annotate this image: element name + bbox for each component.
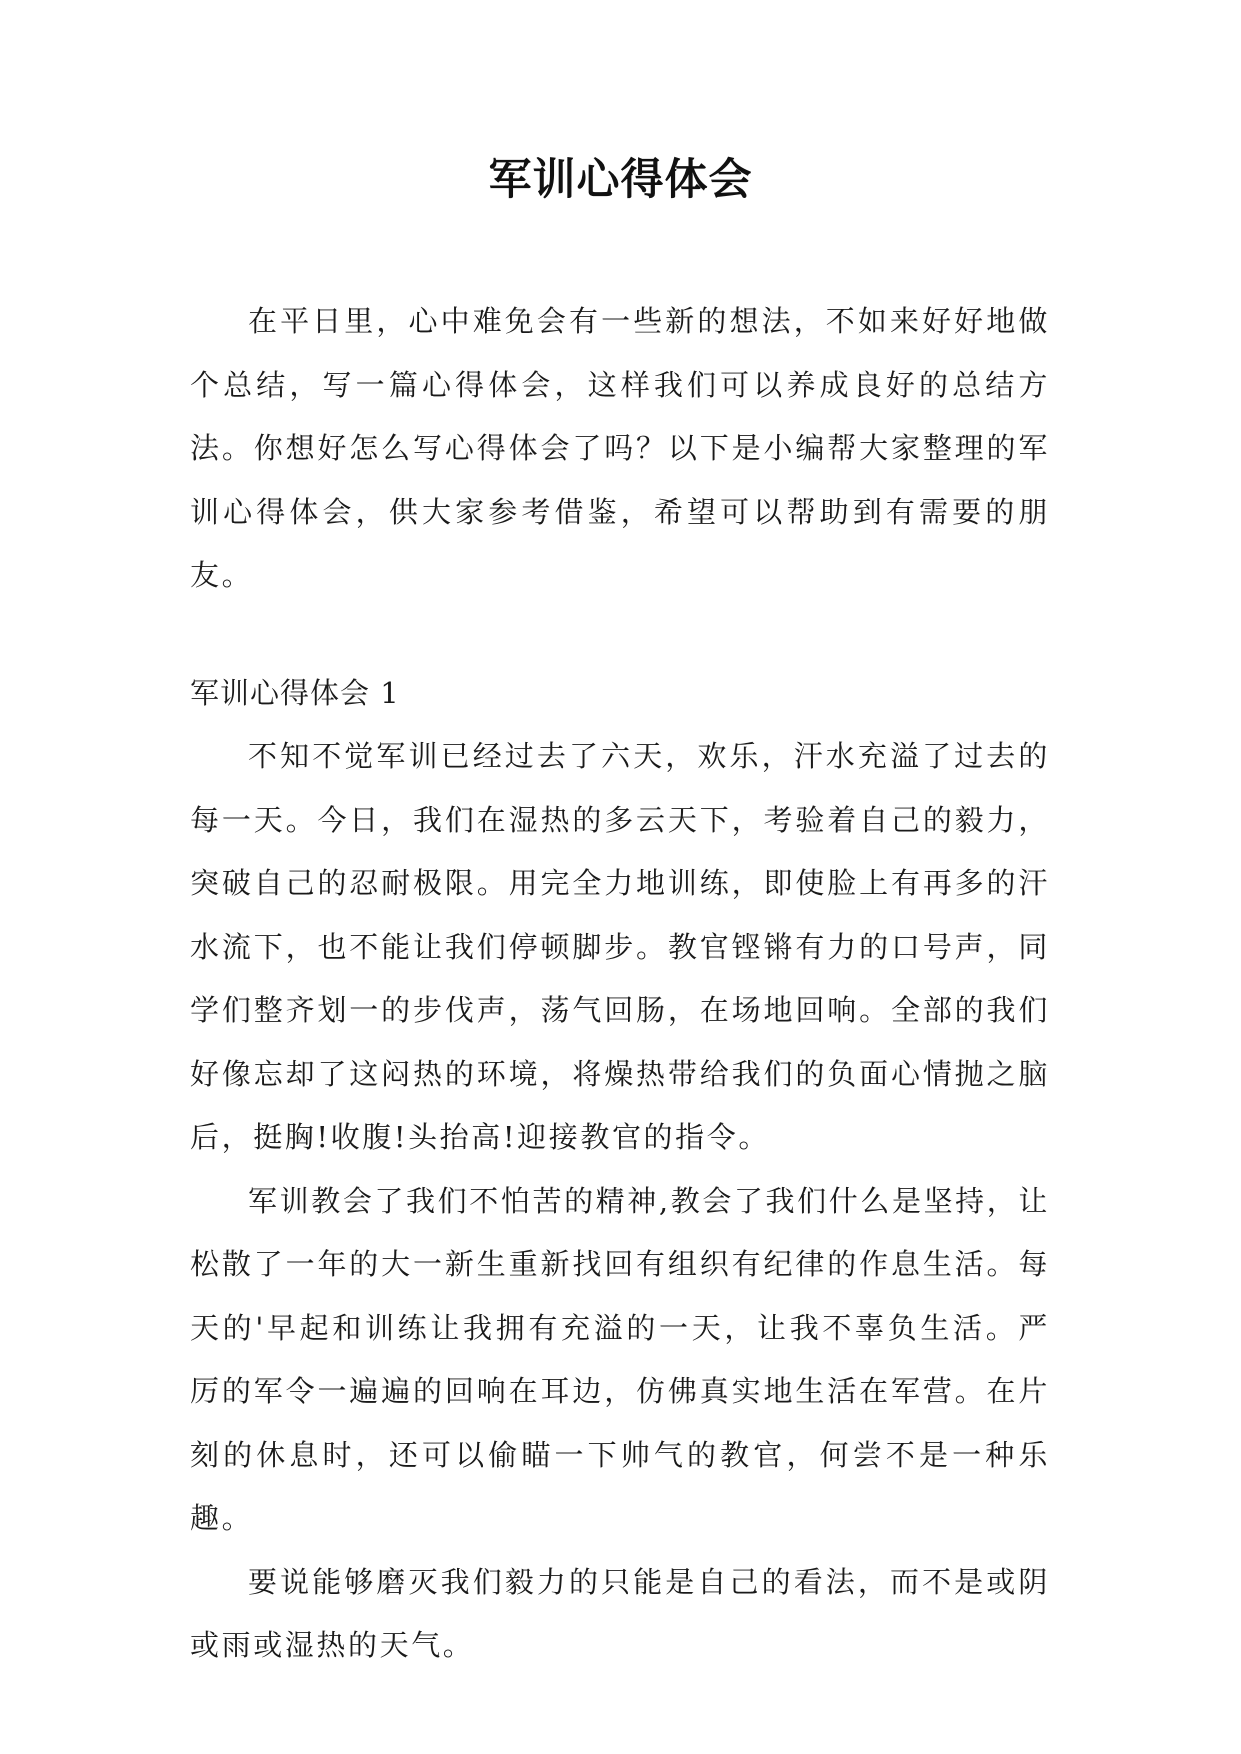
body-paragraph-1: 不知不觉军训已经过去了六天，欢乐，汗水充溢了过去的每一天。今日，我们在湿热的多云天下，考验着自己的毅力，突破自己的忍耐极限。用完全力地训练，即使脸上有再多的汗水流下，也不能让我们停顿脚步。教官铿锵有力的口号声，同学们整齐划一的步伐声，荡气回肠，在场地回响。全部的我们好像忘却了这闷热的环境，将燥热带给我们的负面心情抛之脑后，挺胸!收腹!头抬高!迎接教官的指令。 (190, 739, 1050, 1154)
document-body (190, 290, 1050, 1678)
body-paragraph-3: 要说能够磨灭我们毅力的只能是自己的看法，而不是或阴或雨或湿热的天气。 (190, 1564, 1050, 1662)
intro-paragraph: 在平日里，心中难免会有一些新的想法，不如来好好地做个总结，写一篇心得体会，这样我们可以养成良好的总结方法。你想好怎么写心得体会了吗？以下是小编帮大家整理的军训心得体会，供大家参考借鉴，希望可以帮助到有需要的朋友。 (190, 304, 1050, 592)
body-paragraph-2: 军训教会了我们不怕苦的精神,教会了我们什么是坚持，让松散了一年的大一新生重新找回有组织有纪律的作息生活。每天的'早起和训练让我拥有充溢的一天，让我不辜负生活。严厉的军令一遍遍的回响在耳边，仿佛真实地生活在军营。在片刻的休息时，还可以偷瞄一下帅气的教官，何尝不是一种乐趣。 (190, 1183, 1050, 1535)
section-heading: 军训心得体会 1 (190, 675, 400, 710)
document-title: 军训心得体会 (488, 155, 753, 205)
